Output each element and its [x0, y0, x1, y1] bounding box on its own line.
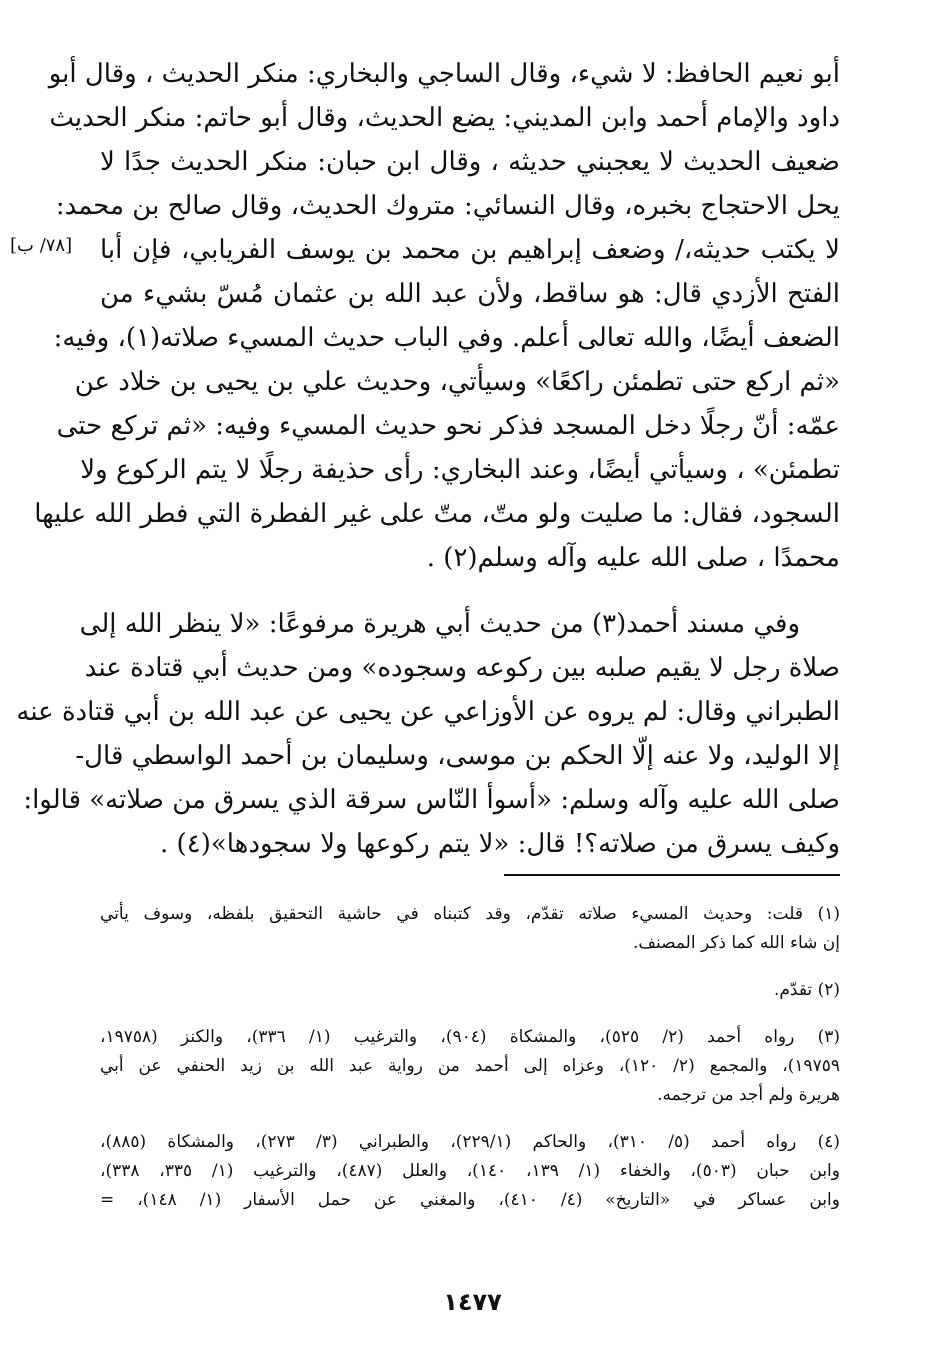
text-line: «ثم اركع حتى تطمئن راكعًا» وسيأتي، وحديث علي بن يحيى بن خلاد عن — [74, 367, 840, 397]
text-line: الطبراني وقال: لم يروه عن الأوزاعي عن يحيى عن عبد الله بن أبي قتادة عنه — [16, 697, 840, 727]
margin-folio-note: [٧٨/ ب] — [10, 235, 73, 256]
footnote-line: وابن حبان (٥٠٣)، والخفاء (١/ ١٣٩، ١٤٠)، والعلل (٤٨٧)، والترغيب (١/ ٣٣٥، ٣٣٨)، — [100, 1161, 840, 1181]
text-line: إلا الوليد، ولا عنه إلّا الحكم بن موسى، وسليمان بن أحمد الواسطي قال- — [75, 741, 840, 771]
text-line: لا يكتب حديثه،/ وضعف إبراهيم بن محمد بن يوسف الفريابي، فإن أبا — [100, 235, 840, 265]
text-line: وكيف يسرق من صلاته؟! قال: «لا يتم ركوعها ولا سجودها»(٤) . — [160, 829, 840, 859]
text-line: تطمئن» ، وسيأتي أيضًا، وعند البخاري: رأى حذيفة رجلًا لا يتم الركوع ولا — [80, 455, 840, 485]
text-line: ضعيف الحديث لا يعجبني حديثه ، وقال ابن حبان: منكر الحديث جدًا لا — [100, 147, 840, 177]
footnote-gap — [100, 1005, 840, 1023]
footnote-gap — [100, 1110, 840, 1128]
text-line: محمدًا ، صلى الله عليه وآله وسلم(٢) . — [426, 543, 840, 573]
text-line: الضعف أيضًا، والله تعالى أعلم. وفي الباب حديث المسيء صلاته(١)، وفيه: — [53, 323, 840, 353]
footnote-line: (٢) تقدّم. — [773, 980, 840, 1000]
text-line: يحل الاحتجاج بخبره، وقال النسائي: متروك الحديث، وقال صالح بن محمد: — [55, 191, 840, 221]
paragraph-gap — [100, 580, 840, 602]
text-line: السجود، فقال: ما صليت ولو متّ، متّ على غير الفطرة التي فطر الله عليها — [34, 499, 840, 529]
footnote-gap — [100, 958, 840, 976]
text-line: داود والإمام أحمد وابن المديني: يضع الحديث، وقال أبو حاتم: منكر الحديث — [49, 103, 840, 133]
text-line: صلى الله عليه وآله وسلم: «أسوأ النّاس سرقة الذي يسرق من صلاته» قالوا: — [23, 785, 840, 815]
footnote-line: وابن عساكر في «التاريخ» (٤/ ٤١٠)، والمغني عن حمل الأسفار (١/ ١٤٨)، = — [100, 1190, 840, 1210]
text-line: وفي مسند أحمد(٣) من حديث أبي هريرة مرفوعًا: «لا ينظر الله إلى — [79, 609, 800, 639]
footnote-line: هريرة ولم أجد من ترجمه. — [657, 1085, 840, 1105]
footnote-line: ١٩٧٥٩)، والمجمع (٢/ ١٢٠)، وعزاه إلى أحمد من رواية عبد الله بن زيد الحنفي عن أبي — [100, 1056, 841, 1076]
page-number: ١٤٧٧ — [443, 1288, 502, 1316]
footnote-line: (٣) رواه أحمد (٢/ ٥٢٥)، والمشكاة (٩٠٤)، والترغيب (١/ ٣٣٦)، والكنز (١٩٧٥٨، — [100, 1027, 840, 1047]
footnote-separator — [504, 874, 840, 876]
footnote-line: إن شاء الله كما ذكر المصنف. — [632, 933, 840, 953]
text-line: عمّه: أنّ رجلًا دخل المسجد فذكر نحو حديث المسيء وفيه: «ثم تركع حتى — [56, 411, 840, 441]
footnote-line: (١) قلت: وحديث المسيء صلاته تقدّم، وقد كتبناه في حاشية التحقيق بلفظه، وسوف يأتي — [100, 904, 840, 924]
text-line: الفتح الأزدي قال: هو ساقط، ولأن عبد الله بن عثمان مُسّ بشيء من — [100, 279, 840, 309]
footnote-line: (٤) رواه أحمد (٥/ ٣١٠)، والحاكم (٢٢٩/١)، والطبراني (٣/ ٢٧٣)، والمشكاة (٨٨٥)، — [100, 1132, 841, 1152]
text-line: أبو نعيم الحافظ: لا شيء، وقال الساجي والبخاري: منكر الحديث ، وقال أبو — [48, 59, 840, 89]
text-line: صلاة رجل لا يقيم صلبه بين ركوعه وسجوده» ومن حديث أبي قتادة عند — [84, 653, 840, 683]
footnotes — [100, 900, 840, 1215]
